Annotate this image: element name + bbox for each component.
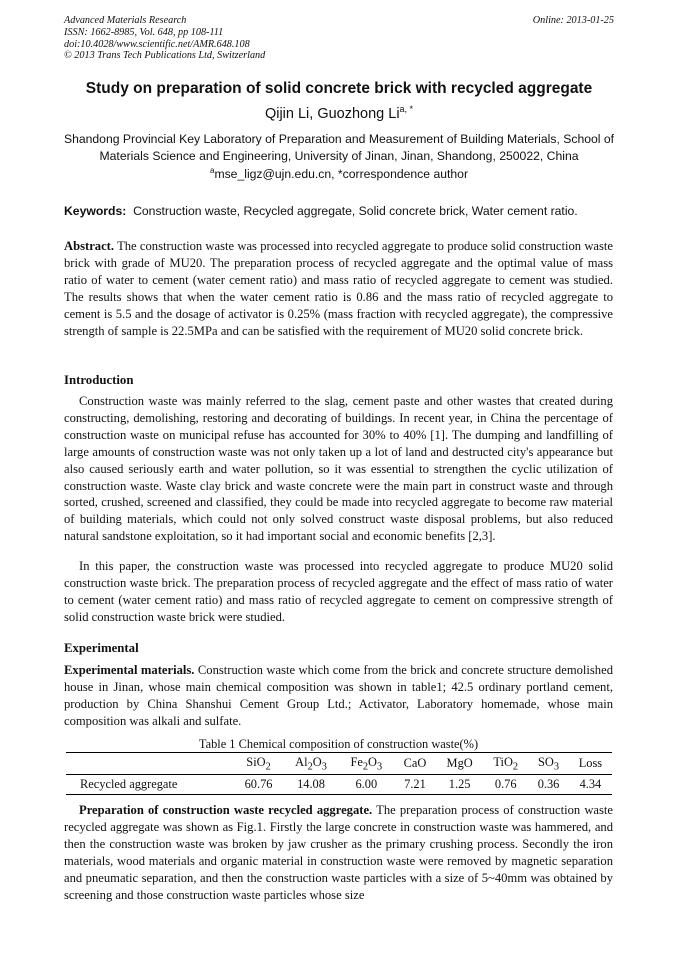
table-caption: Table 1 Chemical composition of construction waste(%)	[198, 737, 479, 751]
email-mark: a	[209, 166, 215, 175]
table-row	[66, 775, 612, 795]
issn-line: ISSN: 1662-8985, Vol. 648, pp 108-111	[64, 26, 224, 38]
author-names: Qijin Li, Guozhong Li	[264, 105, 400, 122]
experimental-heading: Experimental	[64, 641, 139, 655]
abstract-text: The construction waste was processed into recycled aggregate to produce solid construction waste brick with grade of MU20. The preparation process of recycled aggregate and the optimal value of mass ratio of water to cement (water cement ratio) and mass ratio of recycled aggregate to cement was studied. The results shows that when the water cement ratio is 0.86 and the mass ratio of recycled aggregate to cement is 5.5 and the dosage of activator is 0.25% (mass fraction with recycled aggregate), the compressive strength of sample is 22.5MPa and can be satisfied with the requirement of MU20 solid concrete brick.	[64, 239, 613, 338]
value-so3: 0.36	[537, 777, 560, 792]
authors	[40, 104, 638, 122]
preparation-text: The preparation process of construction waste recycled aggregate was shown as Fig.1. Firstly the large concrete in construction waste was hammered, and then the construction waste was broken by jaw crusher as the primary crushing process. Secondly the iron materials, wood materials and organic material in construction waste were removed by magnetic separation and pneumatic separation, and then the construction waste particles with a size of 5~40mm was obtained by screening and those construction waste particles whose size	[64, 803, 614, 902]
online-date: Online: 2013-01-25	[532, 15, 614, 26]
value-mgo: 1.25	[448, 777, 471, 792]
col-cao: CaO	[403, 756, 427, 771]
journal-name: Advanced Materials Research	[64, 15, 187, 26]
introduction-paragraph-1: Construction waste was mainly referred to the slag, cement paste and other wastes that created during constructing, demolishing, restoring and decorating of buildings. In recent year, in China the percentage of construction waste on municipal refuse has accounted for 30% to 40% [1]. The dumping and landfilling of large amounts of construction waste was not only taken up a lot of land and destructed city's appearance but also caused seriously earth and water pollution, so it was essential to strengthen the cyclic utilization of construction waste. Waste clay brick and waste concrete were the main part in construct waste and through sorted, crushed, screened and classified, they could be made into recycled aggregate to become raw material of building materials, which could not only solved construct waste disposal problems, but also reduced natural sandstone exploitation, so it had important social and economic benefits [2,3].	[64, 394, 613, 544]
doi-line: doi:10.4028/www.scientific.net/AMR.648.108	[64, 38, 250, 50]
introduction-heading: Introduction	[64, 373, 134, 387]
value-al2o3: 14.08	[297, 777, 325, 792]
copyright-line: © 2013 Trans Tech Publications Ltd, Switzerland	[64, 50, 266, 62]
col-tio2: TiO$_2$	[493, 755, 519, 773]
table-header-row	[66, 753, 612, 775]
materials-label: Experimental materials.	[64, 663, 195, 677]
col-so3: $SO_3$	[538, 755, 560, 773]
value-fe2o3: 6.00	[355, 777, 378, 792]
abstract-label: Abstract.	[64, 239, 115, 253]
value-sio2: 60.76	[244, 777, 273, 792]
value-cao: 7.21	[404, 777, 426, 792]
keywords-label: Keywords:	[64, 204, 127, 218]
experimental-materials	[64, 662, 613, 730]
value-loss: 4.34	[579, 777, 602, 792]
row-label: Recycled aggregate	[80, 777, 178, 792]
keywords	[64, 204, 624, 218]
author-marks: a, *	[399, 104, 414, 114]
col-fe2o3: $Fe_2O_3$	[350, 755, 383, 773]
value-tio2: 0.76	[494, 777, 517, 792]
paper-title: Study on preparation of solid concrete brick with recycled aggregate	[85, 80, 593, 97]
preparation-label: Preparation of construction waste recycled aggregate.	[79, 803, 373, 817]
col-sio2: SiO$_2$	[246, 755, 271, 773]
table-corner-cell	[66, 753, 234, 775]
introduction-paragraph-2: In this paper, the construction waste was processed into recycled aggregate to produce MU20 solid construction waste brick. The preparation process of recycled aggregate and the effect of mass ratio of water to cement (water cement ratio) and mass ratio of recycled aggregate to cement on compressive strength of solid construction waste brick were studied.	[64, 559, 613, 624]
chemical-composition-table	[66, 752, 612, 795]
preparation-paragraph	[64, 802, 613, 903]
email-line	[40, 166, 638, 181]
affiliation: Shandong Provincial Key Laboratory of Preparation and Measurement of Building Materials, School of Materials Science and Engineering, University of Jinan, Jinan, Shandong, 250022, China	[63, 132, 615, 163]
col-mgo: MgO	[446, 756, 473, 771]
abstract	[64, 238, 613, 339]
materials-text: Construction waste which come from the brick and concrete structure demolished house in Jinan, whose main chemical composition was shown in table1; 42.5 ordinary portland cement, production by China Shanshui Cement Group Ltd.; Activator, Laboratory homemade, whose main composition was alkali and sulfate.	[64, 663, 613, 728]
keywords-text: Construction waste, Recycled aggregate, Solid concrete brick, Water cement ratio.	[133, 204, 578, 218]
email-text: mse_ligz@ujn.edu.cn, *correspondence author	[214, 167, 469, 182]
journal-header	[64, 15, 265, 62]
col-loss: Loss	[578, 756, 603, 771]
col-al2o3: $Al_2O_3$	[295, 755, 327, 773]
